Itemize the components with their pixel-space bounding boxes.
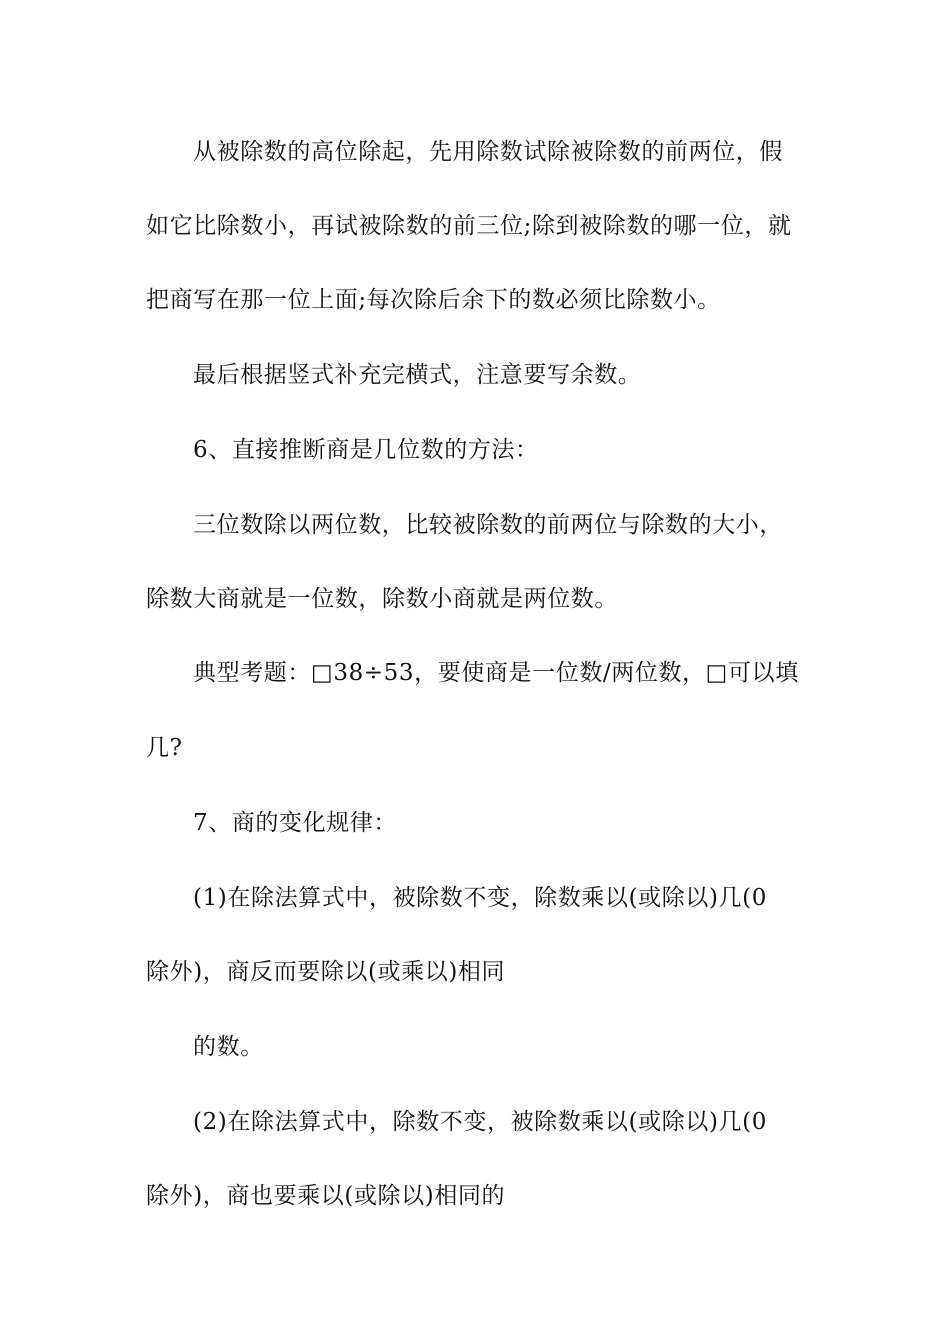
- paragraph-line: 把商写在那一位上面;每次除后余下的数必须比除数小。: [146, 287, 721, 313]
- paragraph-line: 典型考题：□38÷53，要使商是一位数/两位数，□可以填: [193, 660, 799, 686]
- paragraph-line: 除外)，商反而要除以(或乘以)相同: [146, 959, 506, 985]
- section-heading: 7、商的变化规律：: [193, 810, 398, 836]
- paragraph-line: 除外)，商也要乘以(或除以)相同的: [146, 1183, 506, 1209]
- paragraph-line: 三位数除以两位数，比较被除数的前两位与除数的大小，: [193, 512, 783, 538]
- section-heading: 6、直接推断商是几位数的方法：: [193, 437, 539, 463]
- paragraph-line: 的数。: [193, 1034, 264, 1060]
- paragraph-line: (1)在除法算式中，被除数不变，除数乘以(或除以)几(0: [193, 885, 767, 911]
- paragraph-line: 除数大商就是一位数，除数小商就是两位数。: [146, 586, 618, 612]
- paragraph-line: 如它比除数小，再试被除数的前三位;除到被除数的哪一位，就: [146, 213, 792, 239]
- paragraph-line: 几?: [146, 735, 183, 761]
- paragraph-line: (2)在除法算式中，除数不变，被除数乘以(或除以)几(0: [193, 1109, 767, 1135]
- paragraph-line: 从被除数的高位除起，先用除数试除被除数的前两位，假: [193, 139, 783, 165]
- paragraph-line: 最后根据竖式补充完横式，注意要写余数。: [193, 362, 642, 388]
